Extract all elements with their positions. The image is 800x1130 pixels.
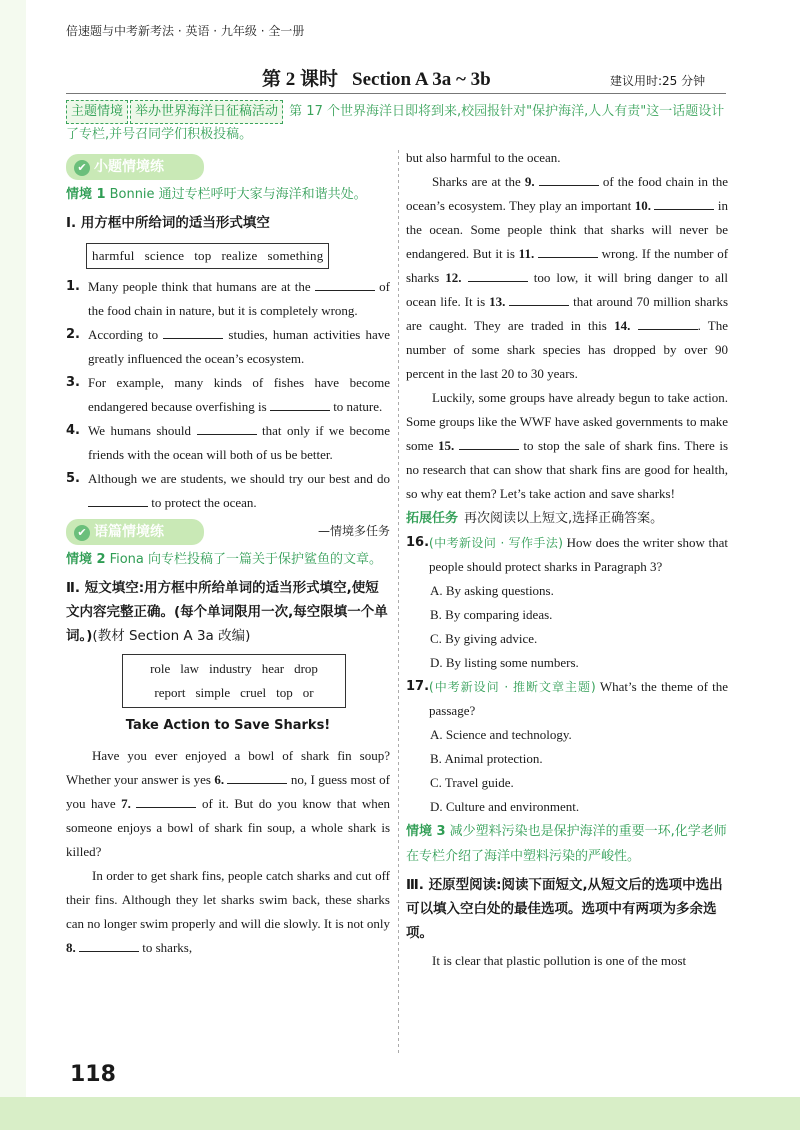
- section-header: ✔ 小题情境练: [66, 154, 204, 180]
- task-text: 再次阅读以上短文,选择正确答案。: [464, 511, 664, 526]
- header-divider: [66, 93, 726, 94]
- part-2-title: Ⅱ. 短文填空:用方框中所给单词的适当形式填空,使短文内容完整正确。(每个单词限用一次,每空限填一个单词。)(教材 Section A 3a 改编): [66, 580, 388, 644]
- lesson-number: 第 2 课时: [262, 69, 339, 90]
- column-divider: [398, 150, 399, 1055]
- question-4: 4. We humans should that only if we become friends with the ocean will both of us be better.: [66, 419, 390, 467]
- left-column: [66, 150, 390, 960]
- question-badge: (中考新设问 · 推断文章主题): [429, 680, 596, 694]
- article-paragraph-2-end: but also harmful to the ocean.: [406, 150, 561, 165]
- page-number: 118: [70, 1062, 116, 1087]
- word-box-2: role law industry hear drop report simple cruel top or: [122, 654, 346, 708]
- check-icon: ✔: [74, 160, 90, 176]
- answer-blank[interactable]: [88, 492, 148, 507]
- page-edge-bottom: [0, 1097, 800, 1130]
- answer-blank[interactable]: [163, 324, 223, 339]
- option[interactable]: C. By giving advice.: [430, 631, 538, 646]
- theme-tag: 主题情境: [66, 100, 128, 124]
- answer-blank[interactable]: [539, 171, 599, 186]
- section-2-header-row: [66, 515, 390, 547]
- answer-blank[interactable]: [509, 291, 569, 306]
- option[interactable]: B. By comparing ideas.: [430, 607, 553, 622]
- question-1: 1. Many people think that humans are at the of the food chain in nature, but it is completely wrong.: [66, 275, 390, 323]
- option[interactable]: C. Travel guide.: [430, 775, 514, 790]
- scene-2: [66, 547, 390, 572]
- theme-banner: [66, 100, 730, 146]
- suggested-time: 建议用时:25 分钟: [610, 74, 706, 88]
- answer-blank[interactable]: [270, 396, 330, 411]
- answer-blank[interactable]: [197, 420, 257, 435]
- scene-text: Fiona 向专栏投稿了一篇关于保护鲨鱼的文章。: [109, 552, 383, 567]
- question-3: 3. For example, many kinds of fishes have become endangered because overfishing is to nature.: [66, 375, 390, 414]
- scene-label: 情境 2: [66, 552, 106, 567]
- article-2-paragraph-1: It is clear that plastic pollution is one of the most: [432, 953, 687, 968]
- part-1-title: Ⅰ. 用方框中所给词的适当形式填空: [66, 215, 270, 231]
- answer-blank[interactable]: [538, 243, 598, 258]
- answer-blank[interactable]: [638, 315, 698, 330]
- article-paragraph-4: Luckily, some groups have already begun to take action. Some groups like the WWF have asked governments to make some 15. to stop the sale of shark fins. There is no research that can show that shark fins are good for health, so why eat them? Let’s take action and save sharks!: [406, 390, 729, 501]
- section-aside: —情境多任务: [317, 524, 390, 538]
- section-name: Section A 3a ~ 3b: [352, 69, 491, 90]
- task-label: 拓展任务: [406, 511, 459, 526]
- answer-blank[interactable]: [468, 267, 528, 282]
- question-badge: (中考新设问 · 写作手法): [429, 536, 563, 550]
- right-column: [406, 146, 728, 973]
- series-title: 倍速题与中考新考法 · 英语 · 九年级 · 全一册: [66, 24, 305, 38]
- scene-1: [66, 182, 390, 207]
- question-2: 2. According to studies, human activities have greatly influenced the ocean’s ecosystem.: [66, 323, 390, 371]
- extension-task: [406, 506, 728, 531]
- theme-text: 第 17 个世界海洋日即将到来,校园报针对"保护海洋,人人有责"这一话题设计了专栏,并号召同学们积极投稿。: [66, 104, 725, 142]
- option[interactable]: A. By asking questions.: [430, 583, 554, 598]
- answer-blank[interactable]: [459, 435, 519, 450]
- answer-blank[interactable]: [315, 276, 375, 291]
- article-paragraph-1: Have you ever enjoyed a bowl of shark fin soup? Whether your answer is yes 6. no, I guess most of you have 7. of it. But do you know that when someone enjoys a bowl of shark fin soup, a whole shark is killed?: [66, 748, 391, 859]
- lesson-title: [262, 64, 505, 91]
- theme-activity-tag: 举办世界海洋日征稿活动: [130, 100, 283, 124]
- option[interactable]: A. Science and technology.: [430, 727, 572, 742]
- article-paragraph-3: Sharks are at the 9. of the food chain in the ocean’s ecosystem. They play an important 10. in the ocean. Some people think that sharks will never be endangered. But it is 11. wrong. If the number of sharks 12. too low, it will bring danger to all ocean life. It is 13. that around 70 million sharks are caught. They are traded in this 14. . The number of some shark species has dropped by over 90 percent in the last 20 to 30 years.: [406, 170, 728, 386]
- section-header: ✔ 语篇情境练: [66, 519, 204, 545]
- answer-blank[interactable]: [136, 793, 196, 808]
- answer-blank[interactable]: [79, 937, 139, 952]
- page-edge-left: [0, 0, 26, 1130]
- question-17: 17. (中考新设问 · 推断文章主题) What’s the theme of the passage?: [406, 679, 729, 718]
- option[interactable]: B. Animal protection.: [430, 751, 543, 766]
- scene-text: 减少塑料污染也是保护海洋的重要一环,化学老师在专栏介绍了海洋中塑料污染的严峻性。: [406, 824, 727, 864]
- article-title: Take Action to Save Sharks!: [125, 718, 331, 733]
- question-5: 5. Although we are students, we should try our best and do to protect the ocean.: [66, 471, 390, 510]
- option[interactable]: D. Culture and environment.: [430, 799, 580, 814]
- word-box-1: harmful science top realize something: [86, 243, 329, 269]
- scene-label: 情境 1: [66, 187, 106, 202]
- option[interactable]: D. By listing some numbers.: [430, 655, 579, 670]
- scene-label: 情境 3: [406, 824, 446, 839]
- check-icon: ✔: [74, 525, 90, 541]
- scene-3: [406, 819, 728, 869]
- answer-blank[interactable]: [654, 195, 714, 210]
- part-3-title: Ⅲ. 还原型阅读:阅读下面短文,从短文后的选项中选出可以填入空白处的最佳选项。选项中有两项为多余选项。: [406, 877, 723, 941]
- question-16: 16. (中考新设问 · 写作手法) How does the writer show that people should protect sharks in Paragraph 3?: [406, 535, 729, 574]
- answer-blank[interactable]: [227, 769, 287, 784]
- article-paragraph-2: In order to get shark fins, people catch sharks and cut off their fins. Although they let sharks swim back, these sharks can no longer swim properly and will die slowly. It is not only 8. to sharks,: [66, 868, 390, 955]
- scene-text: Bonnie 通过专栏呼吁大家与海洋和谐共处。: [109, 187, 367, 202]
